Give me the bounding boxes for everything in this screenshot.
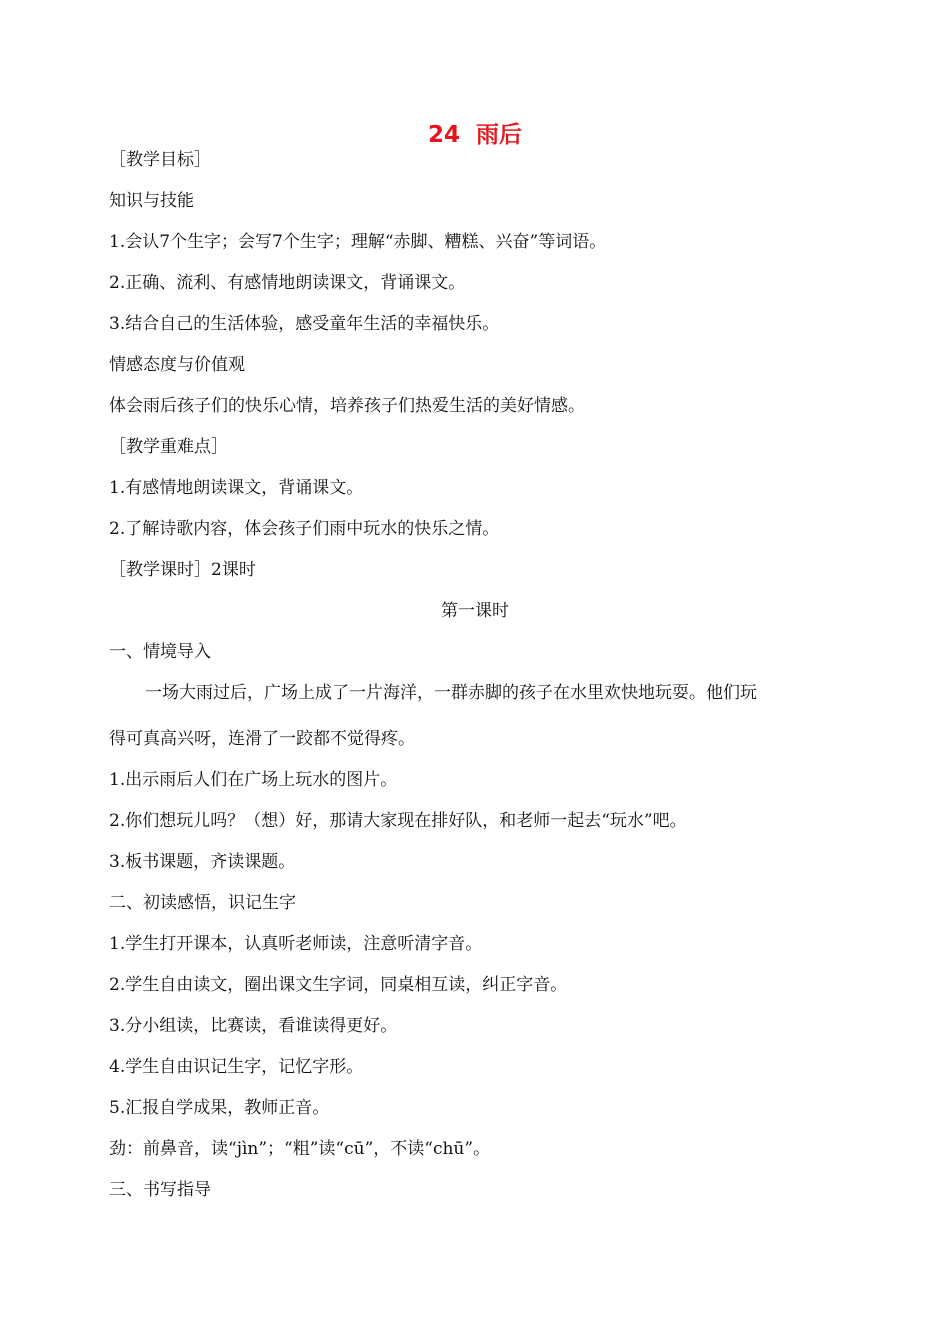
emotion-goal-text: 体会雨后孩子们的快乐心情，培养孩子们热爱生活的美好情感。: [109, 396, 585, 416]
section-class-hours: ［教学课时］2课时: [109, 560, 256, 580]
intro-paragraph-line-2: 得可真高兴呀，连滑了一跤都不觉得疼。: [109, 729, 415, 749]
step-1-item-3: 3.板书课题，齐读课题。: [109, 852, 296, 872]
lesson-one-heading: 第一课时: [441, 601, 509, 621]
key-point-2: 2.了解诗歌内容，体会孩子们雨中玩水的快乐之情。: [109, 519, 500, 539]
step-1-item-2: 2.你们想玩儿吗？（想）好，那请大家现在排好队，和老师一起去“玩水”吧。: [109, 811, 687, 831]
section-teaching-goals: ［教学目标］: [109, 150, 211, 170]
lesson-title: 24 雨后: [427, 122, 523, 148]
key-point-1: 1.有感情地朗读课文，背诵课文。: [109, 478, 364, 498]
subheading-knowledge-skills: 知识与技能: [109, 191, 194, 211]
step-2-item-2: 2.学生自由读文，圈出课文生字词，同桌相互读，纠正字音。: [109, 975, 568, 995]
goal-item-3: 3.结合自己的生活体验，感受童年生活的幸福快乐。: [109, 314, 500, 334]
step-2-heading: 二、初读感悟，识记生字: [109, 893, 296, 913]
step-1-item-1: 1.出示雨后人们在广场上玩水的图片。: [109, 770, 398, 790]
intro-paragraph-line-1: 一场大雨过后，广场上成了一片海洋，一群赤脚的孩子在水里欢快地玩耍。他们玩: [145, 683, 757, 703]
goal-item-1: 1.会认7个生字；会写7个生字；理解“赤脚、糟糕、兴奋”等词语。: [109, 232, 607, 252]
step-1-heading: 一、情境导入: [109, 642, 211, 662]
step-2-item-5: 5.汇报自学成果，教师正音。: [109, 1098, 330, 1118]
goal-item-2: 2.正确、流利、有感情地朗读课文，背诵课文。: [109, 273, 466, 293]
step-2-item-4: 4.学生自由识记生字，记忆字形。: [109, 1057, 364, 1077]
step-2-item-3: 3.分小组读，比赛读，看谁读得更好。: [109, 1016, 398, 1036]
pronunciation-note: 劲：前鼻音，读“jìn”；“粗”读“cū”，不读“chū”。: [109, 1139, 491, 1159]
step-2-item-1: 1.学生打开课本，认真听老师读，注意听清字音。: [109, 934, 483, 954]
subheading-emotion-values: 情感态度与价值观: [109, 355, 245, 375]
section-key-points: ［教学重难点］: [109, 437, 228, 457]
step-3-heading: 三、书写指导: [109, 1180, 211, 1200]
